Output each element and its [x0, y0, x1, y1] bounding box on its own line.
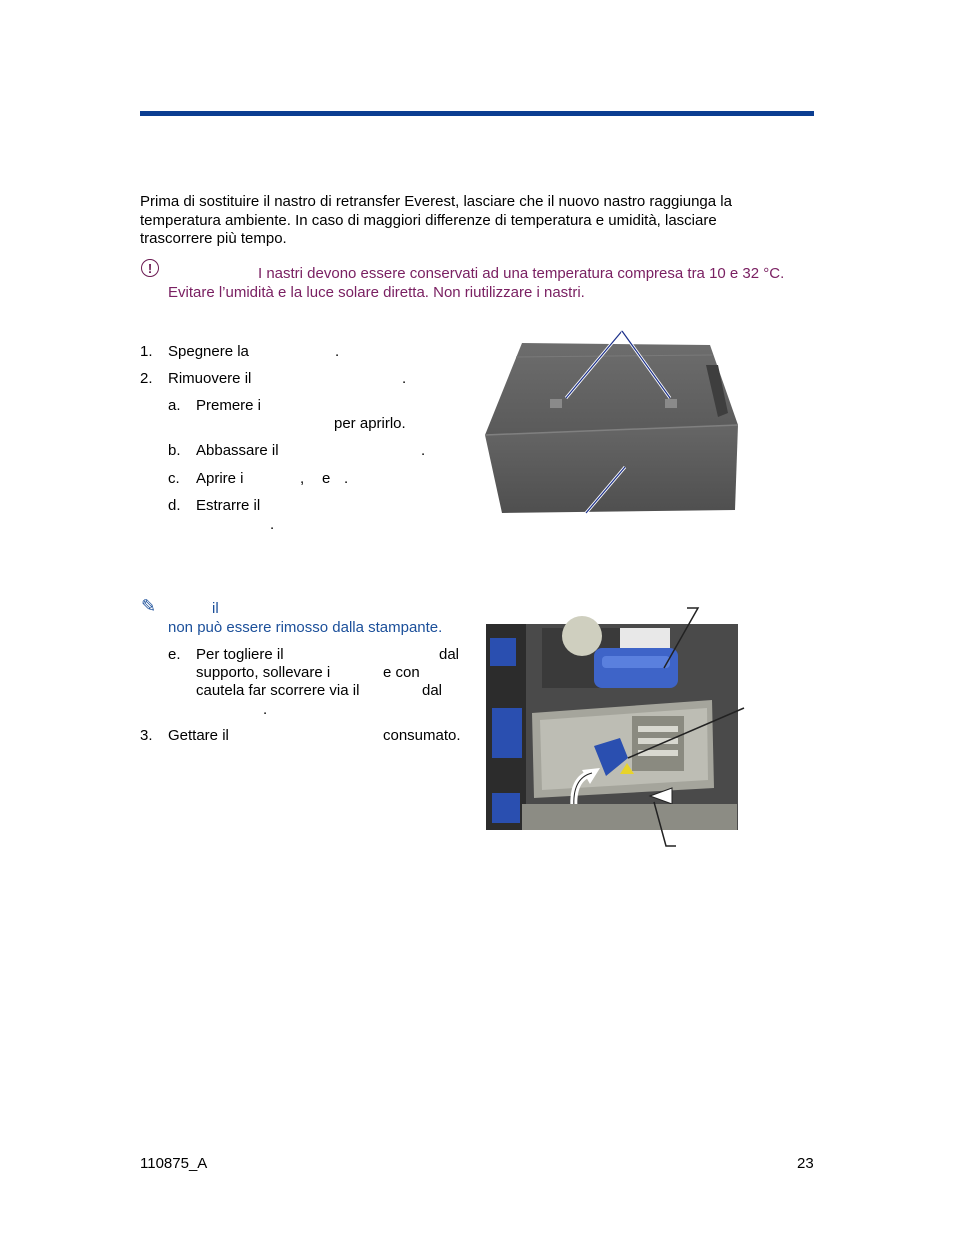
step-c-letter: c. [168, 470, 180, 487]
step-e-line-2: supporto, sollevare i [196, 664, 331, 681]
caution-icon: ! [141, 259, 159, 277]
header-rule [140, 111, 814, 116]
step-d-text: Estrarre il [196, 497, 261, 514]
cassette-cover-photo [480, 325, 750, 520]
caution-line-2: Evitare l’umidità e la luce solare diretta. Non riutilizzare i nastri. [168, 284, 585, 301]
intro-line-2: temperatura ambiente. In caso di maggiori differenze di temperatura e umidità, lasciare [140, 211, 717, 229]
footer-doc-number: 110875_A [140, 1155, 208, 1172]
step-e-line-3-end: dal [422, 682, 443, 699]
step-c-end: . [344, 470, 349, 487]
step-1-text: Spegnere la [168, 343, 249, 360]
step-e-line-4: . [263, 701, 268, 718]
step-3-number: 3. [140, 727, 153, 744]
step-b-end: . [421, 442, 426, 459]
note-line-2: non può essere rimosso dalla stampante. [168, 619, 443, 636]
intro-line-1: Prima di sostituire il nastro di retransfer Everest, lasciare che il nuovo nastro raggiunga la [140, 193, 732, 210]
step-3-text: Gettare il [168, 727, 229, 744]
step-2-number: 2. [140, 370, 153, 387]
step-c-text: Aprire i [196, 470, 244, 487]
step-a-letter: a. [168, 397, 181, 414]
step-e-line-1: Per togliere il [196, 646, 284, 663]
step-e-line-2-end: e con [383, 664, 420, 681]
step-b-text: Abbassare il [196, 442, 279, 459]
step-1-end: . [335, 343, 340, 360]
step-c-and: e [322, 470, 331, 487]
step-3-end: consumato. [383, 727, 461, 744]
footer-page-number: 23 [797, 1155, 814, 1172]
step-a-text: Premere i [196, 397, 262, 414]
step-2-end: . [402, 370, 407, 387]
step-e-line-3: cautela far scorrere via il [196, 682, 360, 699]
step-2-text: Rimuovere il [168, 370, 252, 387]
step-a-end: per aprirlo. [334, 415, 406, 432]
printer-interior-photo [482, 598, 752, 850]
step-1-number: 1. [140, 343, 153, 360]
step-e-line-1-end: dal [439, 646, 460, 663]
step-c-comma: , [300, 470, 305, 487]
pencil-icon: ✎ [141, 596, 157, 616]
intro-line-3: trascorrere più tempo. [140, 230, 287, 247]
caution-line-1: I nastri devono essere conservati ad una temperatura compresa tra 10 e 32 °C. [258, 265, 785, 282]
step-b-letter: b. [168, 442, 181, 459]
step-d-end: . [270, 516, 275, 533]
note-line-1: il [212, 600, 219, 617]
step-d-letter: d. [168, 497, 181, 514]
intro-paragraph [140, 193, 820, 249]
step-e-letter: e. [168, 646, 181, 663]
